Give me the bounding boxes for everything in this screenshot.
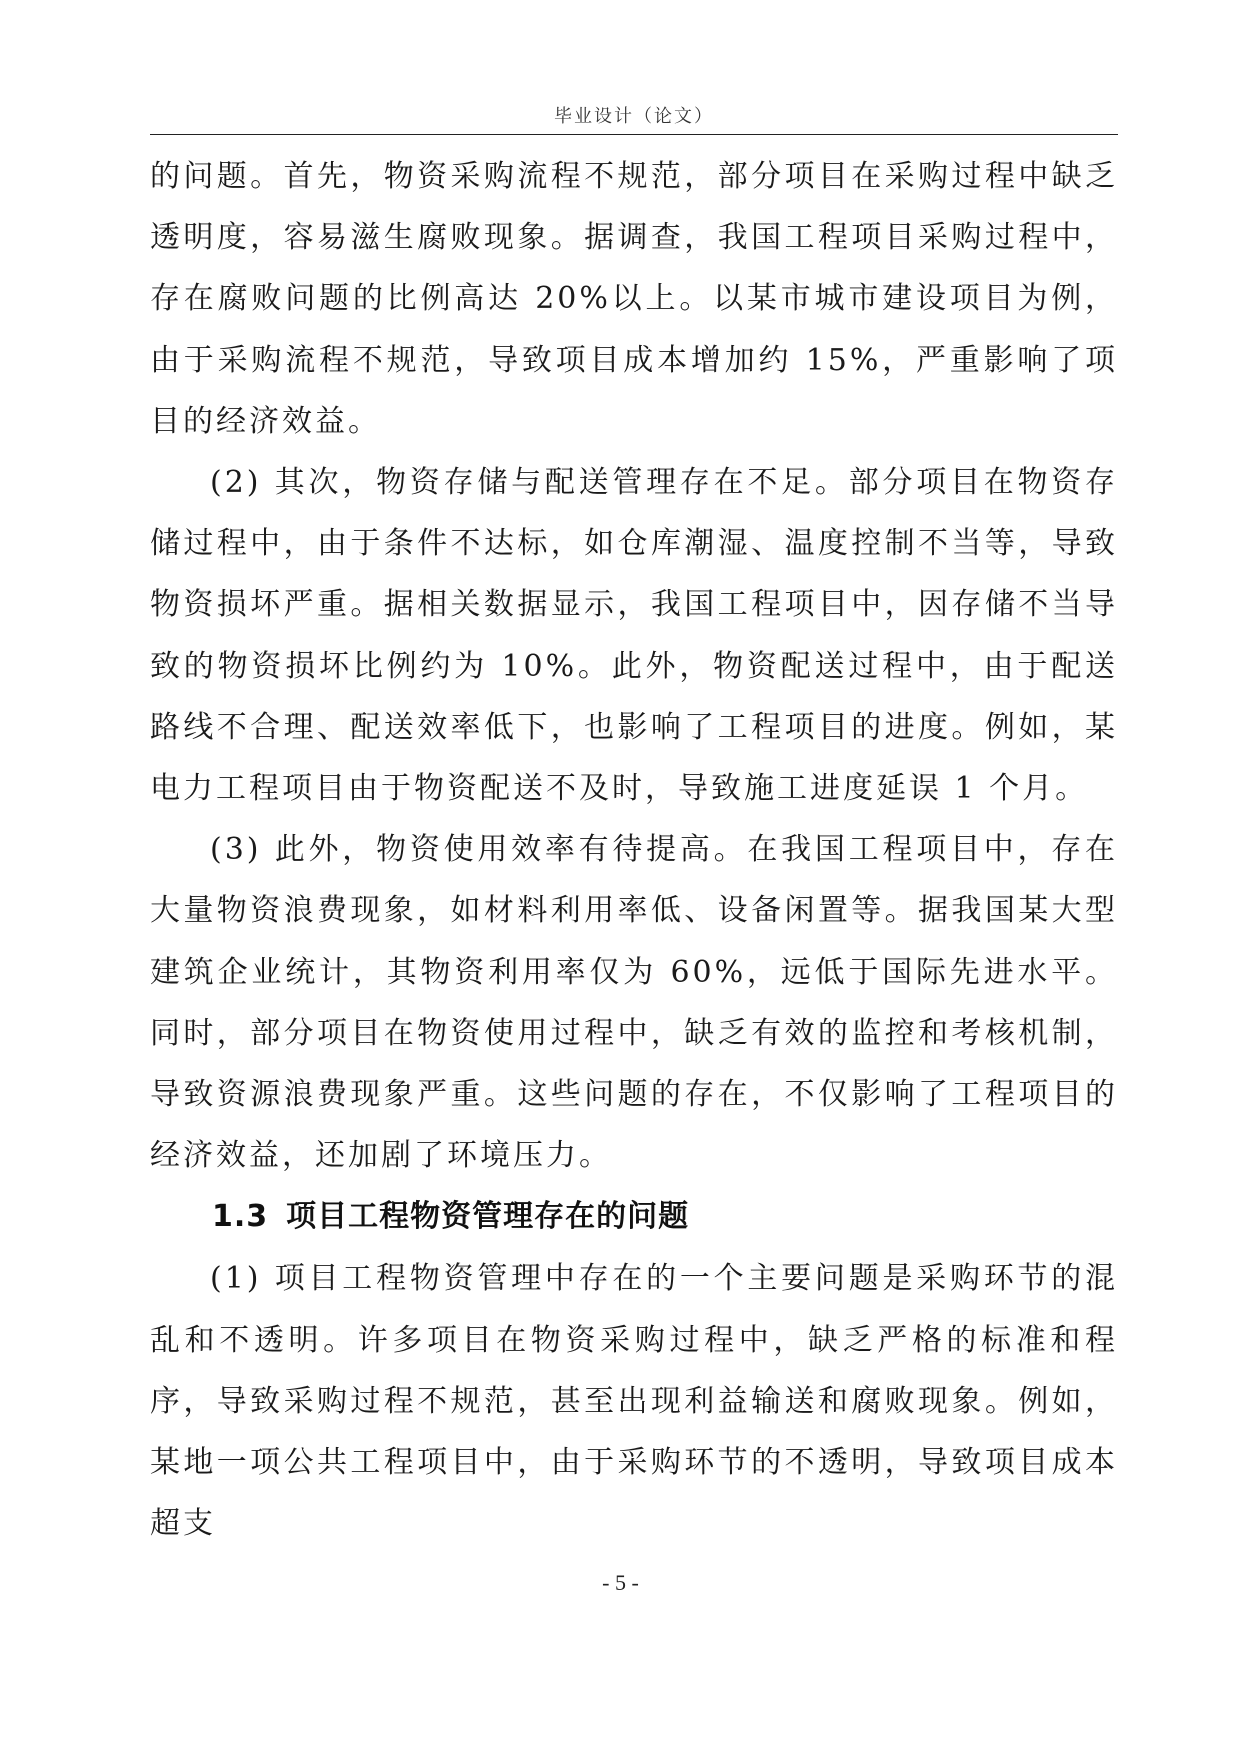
page-header: 毕业设计（论文）	[554, 106, 714, 127]
section-number: 1.3	[212, 1199, 269, 1235]
section-heading	[150, 1186, 1118, 1248]
paragraph-continuation: 的问题。首先，物资采购流程不规范，部分项目在采购过程中缺乏透明度，容易滋生腐败现象。据调查，我国工程项目采购过程中，存在腐败问题的比例高达 20%以上。以某市城市建设项目为例，由于采购流程不规范，导致项目成本增加约 15%，严重影响了项目的经济效益。	[150, 159, 1118, 439]
page-number: - 5 -	[602, 1570, 639, 1595]
paragraph-item-2: (2) 其次，物资存储与配送管理存在不足。部分项目在物资存储过程中，由于条件不达标，如仓库潮湿、温度控制不当等，导致物资损坏严重。据相关数据显示，我国工程项目中，因存储不当导致的物资损坏比例约为 10%。此外，物资配送过程中，由于配送路线不合理、配送效率低下，也影响了工程项目的进度。例如，某电力工程项目由于物资配送不及时，导致施工进度延误 1 个月。	[150, 465, 1118, 807]
body-content	[150, 146, 1118, 1554]
header-divider	[150, 134, 1118, 135]
section-title: 项目工程物资管理存在的问题	[286, 1199, 690, 1235]
paragraph-item-1: (1) 项目工程物资管理中存在的一个主要问题是采购环节的混乱和不透明。许多项目在物资采购过程中，缺乏严格的标准和程序，导致采购过程不规范，甚至出现利益输送和腐败现象。例如，某地一项公共工程项目中，由于采购环节的不透明，导致项目成本超支	[150, 1261, 1118, 1542]
paragraph-item-3: (3) 此外，物资使用效率有待提高。在我国工程项目中，存在大量物资浪费现象，如材料利用率低、设备闲置等。据我国某大型建筑企业统计，其物资利用率仅为 60%，远低于国际先进水平。同时，部分项目在物资使用过程中，缺乏有效的监控和考核机制，导致资源浪费现象严重。这些问题的存在，不仅影响了工程项目的经济效益，还加剧了环境压力。	[150, 832, 1118, 1174]
